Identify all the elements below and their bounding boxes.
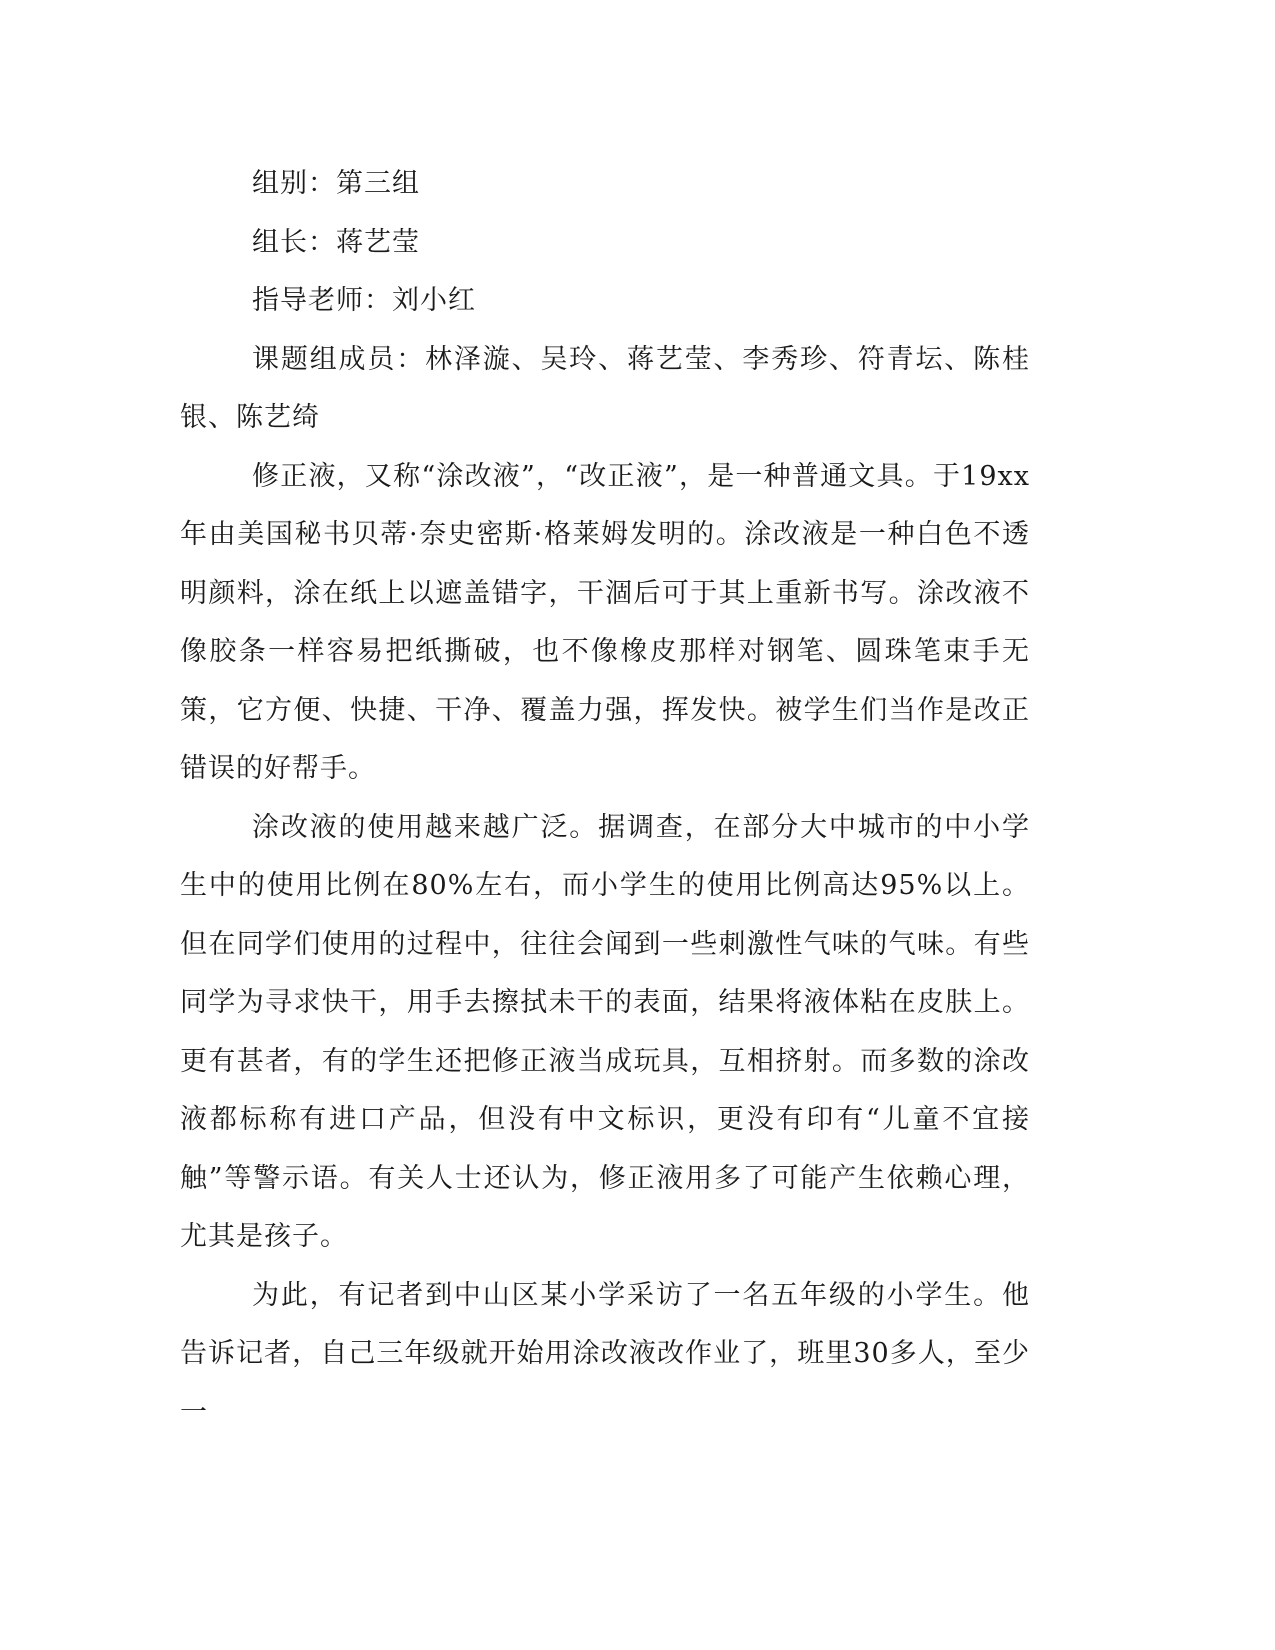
- paragraph-correction-fluid-intro: 修正液，又称“涂改液”，“改正液”，是一种普通文具。于19xx年由美国秘书贝蒂·奈史密斯·格莱姆发明的。涂改液是一种白色不透明颜料，涂在纸上以遮盖错字，干涸后可于其上重新书写。涂改液不像胶条一样容易把纸撕破，也不像橡皮那样对钢笔、圆珠笔束手无策，它方便、快捷、干净、覆盖力强，挥发快。被学生们当作是改正错误的好帮手。: [180, 460, 1030, 784]
- members-line: 课题组成员：林泽漩、吴玲、蒋艺莹、李秀珍、符青坛、陈桂银、陈艺绮: [180, 343, 1030, 433]
- paragraph-usage-survey: 涂改液的使用越来越广泛。据调查，在部分大中城市的中小学生中的使用比例在80%左右，而小学生的使用比例高达95%以上。但在同学们使用的过程中，往往会闻到一些刺激性气味的气味。有些同学为寻求快干，用手去擦拭未干的表面，结果将液体粘在皮肤上。更有甚者，有的学生还把修正液当成玩具，互相挤射。而多数的涂改液都标称有进口产品，但没有中文标识，更没有印有“儿童不宜接触”等警示语。有关人士还认为，修正液用多了可能产生依赖心理，尤其是孩子。: [180, 811, 1030, 1252]
- leader-line: 组长：蒋艺莹: [252, 226, 420, 258]
- document-body: [180, 155, 1030, 1442]
- paragraph-reporter-interview: 为此，有记者到中山区某小学采访了一名五年级的小学生。他告诉记者，自己三年级就开始用涂改液改作业了，班里30多人，至少一: [180, 1279, 1030, 1428]
- advisor-line: 指导老师：刘小红: [252, 285, 476, 316]
- group-line: 组别：第三组: [252, 168, 420, 199]
